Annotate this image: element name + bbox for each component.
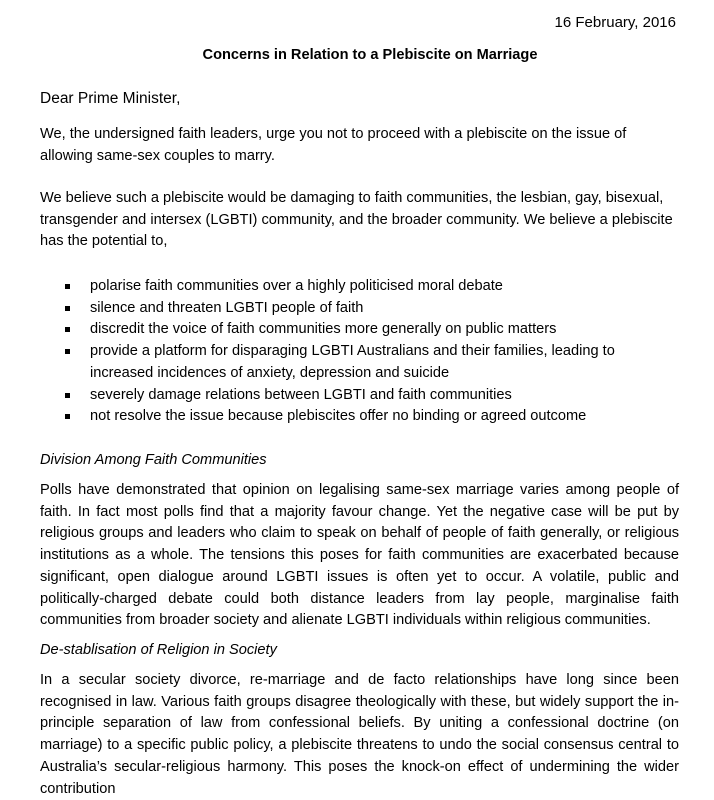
letter-title: Concerns in Relation to a Plebiscite on Marriage [202, 47, 538, 63]
list-item-text: severely damage relations between LGBTI and faith communities [90, 386, 512, 403]
list-item [40, 319, 679, 341]
concerns-list [40, 276, 679, 428]
bullet-square-icon [65, 284, 70, 289]
list-item [40, 385, 679, 407]
salutation: Dear Prime Minister, [40, 90, 181, 107]
section-heading-destabilisation: De-stablisation of Religion in Society [40, 642, 277, 658]
list-item [40, 341, 679, 384]
section-body-destabilisation: In a secular society divorce, re-marriage and de facto relationships have long since been recognised in law. Various faith groups disagree theologically with these, but widely support the in-principle separation of law from confessional beliefs. By uniting a confessional doctrine (on marriage) to a specific public policy, a plebiscite threatens to undo the social consensus central to Australia’s secular-religious harmony. This poses the knock-on effect of undermining the wider contribution [40, 672, 679, 797]
list-item-text: not resolve the issue because plebiscites offer no binding or agreed outcome [90, 408, 587, 425]
bullet-square-icon [65, 393, 70, 398]
section-heading-division: Division Among Faith Communities [40, 452, 267, 468]
list-item [40, 298, 679, 320]
bullet-square-icon [65, 414, 70, 419]
letter-date: 16 February, 2016 [554, 14, 676, 31]
list-item-text: provide a platform for disparaging LGBTI Australians and their families, leading to increased incidences of anxiety, depression and suicide [90, 343, 615, 381]
list-item-text: polarise faith communities over a highly politicised moral debate [90, 278, 503, 294]
belief-paragraph: We believe such a plebiscite would be damaging to faith communities, the lesbian, gay, bisexual, transgender and intersex (LGBTI) community, and the broader community. We believe a plebiscite has the potential to, [40, 190, 673, 250]
bullet-square-icon [65, 349, 70, 354]
list-item [40, 406, 679, 428]
bullet-square-icon [65, 306, 70, 311]
section-body-division: Polls have demonstrated that opinion on legalising same-sex marriage varies among people of faith. In fact most polls find that a majority favour change. Yet the negative case will be put by religious groups and leaders who claim to speak on behalf of people of faith generally, or religious institutions as a whole. The tensions this poses for faith communities are exacerbated because significant, open dialogue around LGBTI issues is often yet to occur. A volatile, public and politically-charged debate could both distance leaders from lay people, marginalise faith communities from broader society and alienate LGBTI individuals within religious communities. [40, 482, 679, 629]
bullet-square-icon [65, 327, 70, 332]
intro-paragraph: We, the undersigned faith leaders, urge you not to proceed with a plebiscite on the issue of allowing same-sex couples to marry. [40, 126, 627, 164]
list-item [40, 276, 679, 298]
list-item-text: discredit the voice of faith communities more generally on public matters [90, 321, 557, 338]
list-item-text: silence and threaten LGBTI people of faith [90, 299, 364, 316]
